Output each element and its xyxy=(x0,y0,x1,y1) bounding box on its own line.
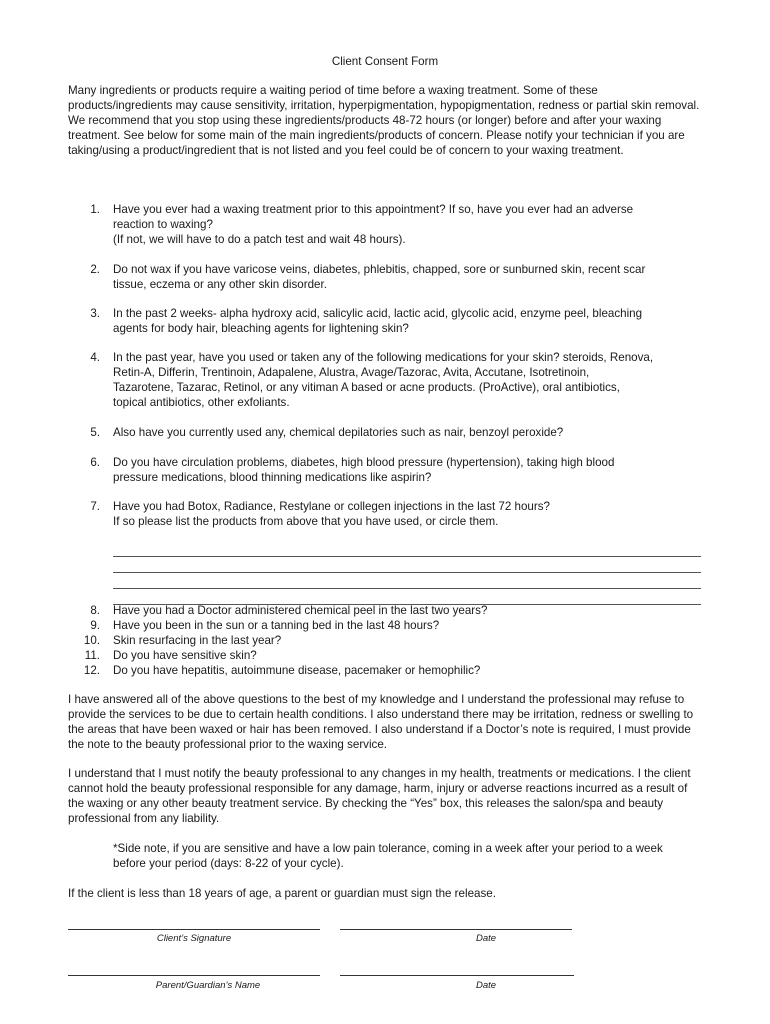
answer-line[interactable] xyxy=(113,573,701,589)
date-line-2[interactable] xyxy=(340,975,574,976)
question-number: 2. xyxy=(90,263,100,276)
question-number: 6. xyxy=(90,456,100,469)
question-line: tissue, eczema or any other skin disorder. xyxy=(113,278,327,291)
question-line: Do you have circulation problems, diabetes, high blood pressure (hypertension), taking high blood xyxy=(113,456,615,469)
client-signature-line[interactable] xyxy=(68,929,320,930)
guardian-name-label: Parent/Guardian’s Name xyxy=(155,980,261,991)
date-label-1: Date xyxy=(475,933,497,944)
question-line: reaction to waxing? xyxy=(113,218,213,231)
date-line-1[interactable] xyxy=(340,929,572,930)
question-line: Have you ever had a waxing treatment prior to this appointment? If so, have you ever had an adverse xyxy=(113,203,634,216)
question-line: Have you been in the sun or a tanning bed in the last 48 hours? xyxy=(113,619,440,632)
question-number: 3. xyxy=(90,307,100,320)
question-number: 7. xyxy=(90,500,100,513)
question-line: (If not, we will have to do a patch test and wait 48 hours). xyxy=(113,233,406,246)
question-line: Do not wax if you have varicose veins, diabetes, phlebitis, chapped, sore or sunburned skin, recent scar xyxy=(113,263,646,276)
question-number: 1. xyxy=(90,203,100,216)
question-line: pressure medications, blood thinning medications like aspirin? xyxy=(113,471,432,484)
question-line: Have you had a Doctor administered chemical peel in the last two years? xyxy=(113,604,488,617)
minor-note: If the client is less than 18 years of age, a parent or guardian must sign the release. xyxy=(68,887,496,900)
question-number: 5. xyxy=(90,426,100,439)
question-line: Tazarotene, Tazarac, Retinol, or any vitiman A based or acne products. (ProActive), oral antibiotics, xyxy=(113,381,620,394)
question-line: If so please list the products from above that you have used, or circle them. xyxy=(113,515,499,528)
question-line: In the past year, have you used or taken any of the following medications for your skin? steroids, Renova, xyxy=(113,351,654,364)
question-line: In the past 2 weeks- alpha hydroxy acid, salicylic acid, lactic acid, glycolic acid, enzyme peel, bleaching xyxy=(113,307,643,320)
question-line: Also have you currently used any, chemical depilatories such as nair, benzoyl peroxide? xyxy=(113,426,564,439)
question-number: 12. xyxy=(83,664,100,677)
form-title: Client Consent Form xyxy=(331,55,439,68)
question-line: topical antibiotics, other exfoliants. xyxy=(113,396,290,409)
question-number: 4. xyxy=(90,351,100,364)
products-answer-lines[interactable] xyxy=(113,541,701,605)
question-line: Do you have sensitive skin? xyxy=(113,649,257,662)
question-number: 11. xyxy=(84,649,100,662)
date-label-2: Date xyxy=(475,980,497,991)
intro-paragraph: Many ingredients or products require a waiting period of time before a waxing treatment. Some of these products/ingredients may cause sensitivity, irritation, hyperpigmentation, hypopigmentation, redness or partial skin removal. We recommend that you stop using these ingredients/products 48-72 hours (or longer) before and after your waxing treatment. See below for some main of the main ingredients/products of concern. Please notify your technician if you are taking/using a product/ingredient that is not listed and you feel could be of concern to your waxing treatment. xyxy=(68,84,700,157)
question-number: 9. xyxy=(90,619,100,632)
question-line: Retin-A, Differin, Trentinoin, Adapalene, Alustra, Avage/Tazorac, Avita, Accutane, Isotretinoin, xyxy=(113,366,590,379)
guardian-name-line[interactable] xyxy=(68,975,320,976)
liability-paragraph: I understand that I must notify the beauty professional to any changes in my health, treatments or medications. I the client cannot hold the beauty professional responsible for any damage, harm, injury or adverse reactions incurred as a result of the waxing or any other beauty treatment service. By checking the “Yes” box, this releases the salon/spa and beauty professional from any liability. xyxy=(68,767,691,825)
question-number: 8. xyxy=(90,604,100,617)
answer-line[interactable] xyxy=(113,557,701,573)
question-number: 10. xyxy=(83,634,100,647)
acknowledgement-paragraph: I have answered all of the above questions to the best of my knowledge and I understand the professional may refuse to provide the services to be due to certain health conditions. I also understand there may be irritation, redness or swelling to the areas that have been waxed or hair has been removed. I also understand if a Doctor’s note is required, I must provide the note to the beauty professional prior to the waxing service. xyxy=(68,693,694,751)
answer-line[interactable] xyxy=(113,541,701,557)
side-note: *Side note, if you are sensitive and have a low pain tolerance, coming in a week after your period to a week before your period (days: 8-22 of your cycle). xyxy=(113,842,663,870)
question-line: Skin resurfacing in the last year? xyxy=(113,634,282,647)
question-line: Have you had Botox, Radiance, Restylane or collegen injections in the last 72 hours? xyxy=(113,500,550,513)
question-line: agents for body hair, bleaching agents for lightening skin? xyxy=(113,322,409,335)
client-signature-label: Client’s Signature xyxy=(156,933,232,944)
question-line: Do you have hepatitis, autoimmune disease, pacemaker or hemophilic? xyxy=(113,664,481,677)
